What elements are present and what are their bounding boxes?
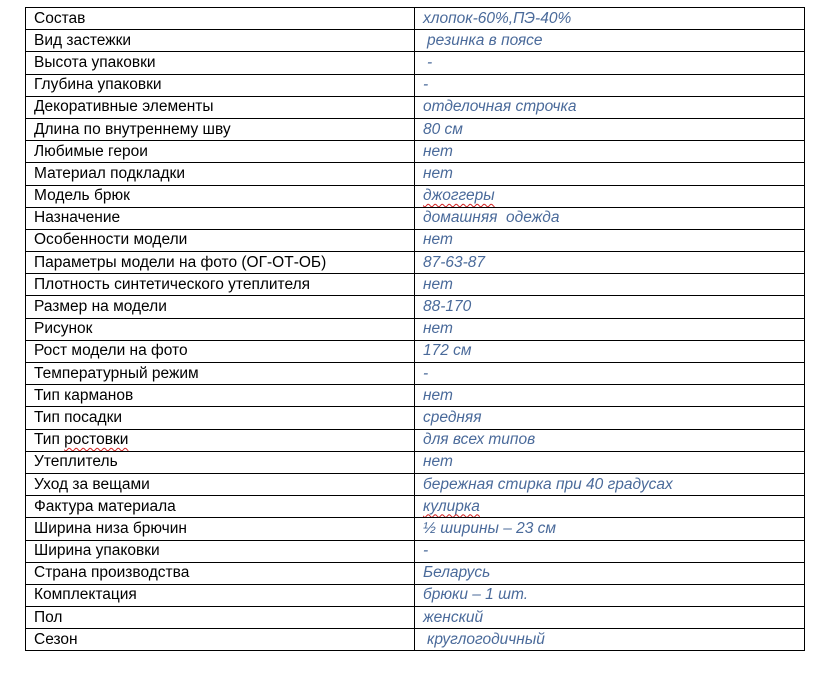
table-row: [26, 540, 805, 562]
spec-name-pocket-type: Тип карманов: [26, 385, 415, 407]
spec-name-package-contents: Комплектация: [26, 584, 415, 606]
spec-value-composition: хлопок-60%,ПЭ-40%: [415, 8, 805, 30]
spec-value-pocket-type: нет: [415, 385, 805, 407]
spec-value-trousers-model: [415, 185, 805, 207]
table-row: [26, 163, 805, 185]
table-row: [26, 363, 805, 385]
spec-value-height-type: для всех типов: [415, 429, 805, 451]
table-row: [26, 629, 805, 651]
spec-value-lining-material: нет: [415, 163, 805, 185]
spec-value-insulation-density: нет: [415, 274, 805, 296]
table-row: [26, 296, 805, 318]
table-row: [26, 8, 805, 30]
table-row: [26, 141, 805, 163]
table-row: [26, 429, 805, 451]
table-row: [26, 451, 805, 473]
spellcheck-flagged-text: кулирка: [423, 497, 480, 515]
spec-name-model-height: Рост модели на фото: [26, 340, 415, 362]
table-row: [26, 96, 805, 118]
spec-value-fit-type: средняя: [415, 407, 805, 429]
spellcheck-flagged-text: ростовки: [64, 431, 129, 449]
table-row: [26, 607, 805, 629]
table-row: [26, 74, 805, 96]
spec-value-insulation: нет: [415, 451, 805, 473]
spec-name-insulation-density: Плотность синтетического утеплителя: [26, 274, 415, 296]
spec-name-trousers-model: Модель брюк: [26, 185, 415, 207]
spec-name-inseam-length: Длина по внутреннему шву: [26, 118, 415, 140]
spec-value-season: круглогодичный: [415, 629, 805, 651]
spec-value-model-measurements: 87-63-87: [415, 252, 805, 274]
table-row: [26, 185, 805, 207]
table-row: [26, 252, 805, 274]
spec-value-package-contents: брюки – 1 шт.: [415, 584, 805, 606]
spec-value-favorite-characters: нет: [415, 141, 805, 163]
spec-value-fastener-type: резинка в поясе: [415, 30, 805, 52]
spellcheck-flagged-text: джоггеры: [423, 187, 495, 205]
spec-name-insulation: Утеплитель: [26, 451, 415, 473]
table-row: [26, 340, 805, 362]
table-row: [26, 584, 805, 606]
spec-name-model-measurements: Параметры модели на фото (ОГ-ОТ-ОБ): [26, 252, 415, 274]
table-row: [26, 562, 805, 584]
spec-name-model-size: Размер на модели: [26, 296, 415, 318]
spec-name-package-height: Высота упаковки: [26, 52, 415, 74]
spec-name-leg-width: Ширина низа брючин: [26, 518, 415, 540]
spec-name-height-type: [26, 429, 415, 451]
table-row: [26, 229, 805, 251]
spec-value-package-height: -: [415, 52, 805, 74]
spec-name-pattern: Рисунок: [26, 318, 415, 340]
table-row: [26, 407, 805, 429]
spec-name-model-features: Особенности модели: [26, 229, 415, 251]
table-row: [26, 274, 805, 296]
spec-name-height-type-text: Тип ростовки: [34, 431, 129, 449]
spec-name-fabric-texture: Фактура материала: [26, 496, 415, 518]
spec-value-package-width: -: [415, 540, 805, 562]
spec-name-composition: Состав: [26, 8, 415, 30]
spec-value-care: бережная стирка при 40 градусах: [415, 473, 805, 495]
table-row: [26, 207, 805, 229]
spec-value-package-depth: -: [415, 74, 805, 96]
spec-name-gender: Пол: [26, 607, 415, 629]
spec-name-lining-material: Материал подкладки: [26, 163, 415, 185]
spec-value-purpose: домашняя одежда: [415, 207, 805, 229]
spec-value-model-features: нет: [415, 229, 805, 251]
spec-value-decorative-elements: отделочная строчка: [415, 96, 805, 118]
spec-value-leg-width: ½ ширины – 23 см: [415, 518, 805, 540]
spec-name-temperature-range: Температурный режим: [26, 363, 415, 385]
table-row: [26, 318, 805, 340]
spec-name-package-width: Ширина упаковки: [26, 540, 415, 562]
table-row: [26, 52, 805, 74]
spec-value-country: Беларусь: [415, 562, 805, 584]
spec-name-favorite-characters: Любимые герои: [26, 141, 415, 163]
spec-table-body: [26, 8, 805, 651]
spec-value-model-size: 88-170: [415, 296, 805, 318]
product-spec-table: [25, 7, 805, 651]
table-row: [26, 473, 805, 495]
table-row: [26, 518, 805, 540]
spec-value-inseam-length: 80 см: [415, 118, 805, 140]
spec-value-temperature-range: -: [415, 363, 805, 385]
spec-value-gender: женский: [415, 607, 805, 629]
spec-value-model-height: 172 см: [415, 340, 805, 362]
spec-name-fastener-type: Вид застежки: [26, 30, 415, 52]
table-row: [26, 496, 805, 518]
table-row: [26, 118, 805, 140]
spec-name-decorative-elements: Декоративные элементы: [26, 96, 415, 118]
table-row: [26, 385, 805, 407]
spec-name-package-depth: Глубина упаковки: [26, 74, 415, 96]
spec-value-fabric-texture: [415, 496, 805, 518]
spec-name-country: Страна производства: [26, 562, 415, 584]
spec-name-purpose: Назначение: [26, 207, 415, 229]
spec-name-fit-type: Тип посадки: [26, 407, 415, 429]
spec-value-pattern: нет: [415, 318, 805, 340]
spec-name-care: Уход за вещами: [26, 473, 415, 495]
table-row: [26, 30, 805, 52]
spec-name-season: Сезон: [26, 629, 415, 651]
